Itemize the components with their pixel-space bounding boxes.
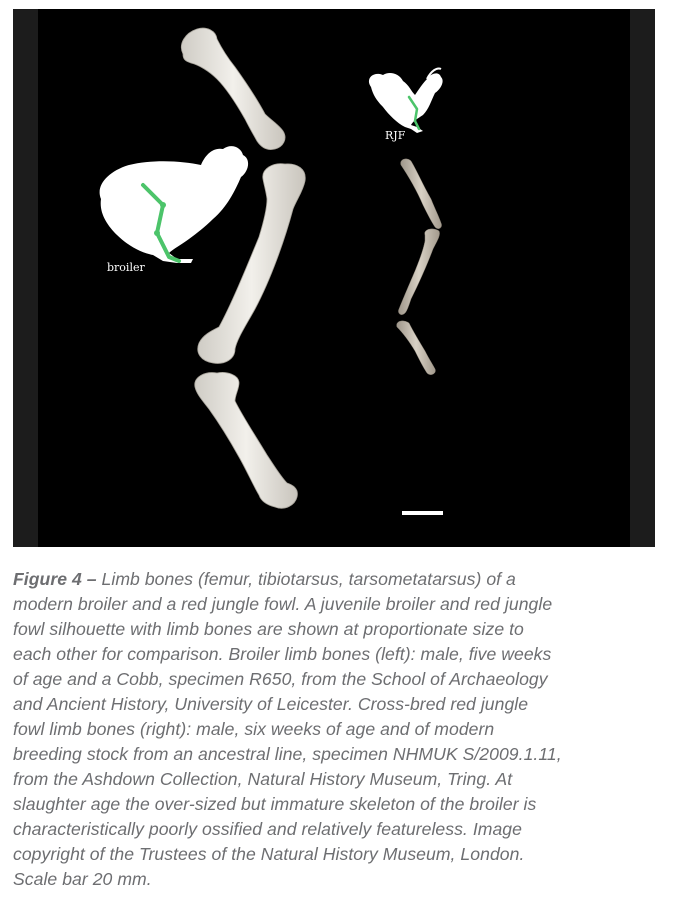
caption-line: fowl limb bones (right): male, six weeks of age and of modern [13, 719, 495, 739]
figure-caption [13, 567, 663, 892]
caption-line: Figure 4 – Limb bones (femur, tibiotarsus, tarsometatarsus) of a [13, 569, 516, 589]
caption-line: from the Ashdown Collection, Natural History Museum, Tring. At [13, 769, 513, 789]
broiler-tarsometatarsus-bone [195, 372, 298, 508]
caption-line: slaughter age the over-sized but immature skeleton of the broiler is [13, 794, 537, 814]
broiler-silhouette-icon [100, 146, 248, 263]
figure-illustration [13, 9, 655, 547]
figure-number: Figure 4 – [13, 569, 97, 589]
caption-line: copyright of the Trustees of the Natural History Museum, London. [13, 844, 525, 864]
rjf-label: RJF [385, 129, 406, 142]
caption-line: Scale bar 20 mm. [13, 869, 152, 889]
caption-line: fowl silhouette with limb bones are shown at proportionate size to [13, 619, 524, 639]
caption-line: characteristically poorly ossified and relatively featureless. Image [13, 819, 522, 839]
rjf-femur-bone [401, 159, 442, 229]
caption-line: breeding stock from an ancestral line, specimen NHMUK S/2009.1.11, [13, 744, 562, 764]
rjf-silhouette-icon [369, 68, 443, 133]
scale-bar [402, 511, 443, 515]
rjf-tarsometatarsus-bone [397, 321, 436, 375]
caption-line: of age and a Cobb, specimen R650, from the School of Archaeology [13, 669, 548, 689]
broiler-label: broiler [107, 261, 145, 274]
caption-line: and Ancient History, University of Leicester. Cross-bred red jungle [13, 694, 529, 714]
figure-photo [13, 9, 655, 547]
caption-line: each other for comparison. Broiler limb bones (left): male, five weeks [13, 644, 552, 664]
rjf-tibiotarsus-bone [398, 229, 439, 315]
broiler-femur-bone [181, 28, 285, 149]
caption-line: modern broiler and a red jungle fowl. A juvenile broiler and red jungle [13, 594, 553, 614]
